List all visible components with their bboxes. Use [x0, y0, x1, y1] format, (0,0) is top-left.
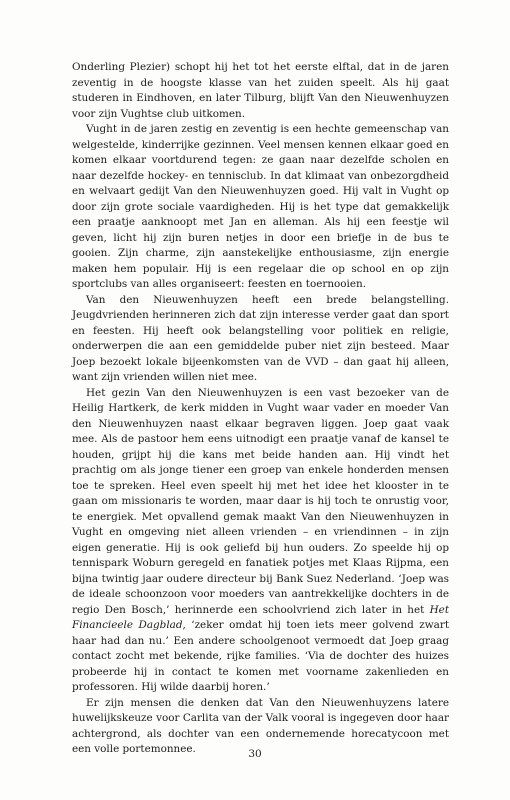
paragraph: [72, 60, 449, 122]
paragraph-text: Van den Nieuwenhuyzen heeft een brede belangstelling. Jeugdvrienden herinneren zich dat zijn interesse verder gaat dan sport en feesten. Hij heeft ook belangstelling voor politiek en religie, onderwerpen die aan een gemiddelde puber niet zijn besteed. Maar Joep bezoekt lokale bijeenkomsten van de VVD – dan gaat hij alleen, want zijn vrienden willen niet mee.: [72, 293, 449, 383]
paragraph: [72, 386, 449, 696]
paragraph-text: Vught in de jaren zestig en zeventig is een hechte gemeenschap van welgestelde, kinderrijke gezinnen. Veel mensen kennen elkaar goed en komen elkaar voortdurend tegen: ze gaan naar dezelfde scholen en naar dezelfde hockey- en tennisclub. In dat klimaat van onbezorgdheid en welvaart gedijt Van den Nieuwenhuyzen goed. Hij valt in Vught op door zijn grote sociale vaardigheden. Hij is het type dat gemakkelijk een praatje aanknoopt met Jan en alleman. Als hij een feestje wil geven, licht hij zijn buren netjes in door een briefje in de bus te gooien. Zijn charme, zijn aanstekelijke enthousiasme, zijn energie maken hem populair. Hij is een regelaar die op school en op zijn sportclubs van alles organiseert: feesten en toernooien.: [72, 123, 449, 290]
body-text: [72, 60, 449, 758]
paragraph-text: Er zijn mensen die denken dat Van den Nieuwenhuyzens latere huwelijkskeuze voor Carlita van der Valk vooral is ingegeven door haar achtergrond, als dochter van een ondernemende horecatycoon met een volle portemonnee.: [72, 696, 449, 755]
paragraph-text: Het gezin Van den Nieuwenhuyzen is een vast bezoeker van de Heilig Hartkerk, de kerk midden in Vught waar vader en moeder Van den Nieuwenhuyzen naast elkaar begraven liggen. Joep gaat vaak mee. Als de pastoor hem eens uitnodigt een praatje vanaf de kansel te houden, grijpt hij die kans met beide handen aan. Hij vindt het prachtig om als jonge tiener een groep van enkele honderden mensen toe te spreken. Heel even speelt hij met het idee het klooster in te gaan om missionaris te worden, maar daar is hij toch te onrustig voor, te energiek. Met opvallend gemak maakt Van den Nieuwenhuyzen in Vught en omgeving niet alleen vrienden – en vriendinnen – in zijn eigen generatie. Hij is ook geliefd bij hun ouders. Zo speelde hij op tennispark Woburn geregeld en fanatiek potjes met Klaas Rijpma, een bijna twintig jaar oudere directeur bij Bank Suez Nederland. ‘Joep was de ideale schoonzoon voor moeders van aantrekkelijke dochters in de regio Den Bosch,’ herinnerde een schoolvriend zich later in het: [72, 386, 449, 616]
paragraph: [72, 122, 449, 293]
paragraph-text: Onderling Plezier) schopt hij het tot het eerste elftal, dat in de jaren zeventig in de hoogste klasse van het zuiden speelt. Als hij gaat studeren in Eindhoven, en later Tilburg, blijft Van den Nieuwenhuyzen voor zijn Vughtse club uitkomen.: [72, 61, 449, 120]
paragraph-text: , ‘zeker omdat hij toen iets meer golvend zwart haar had dan nu.’ Een andere schoolgenoot vermoedt dat Joep graag contact zocht met bekende, rijke families. ‘Via de dochter des huizes probeerde hij in contact te komen met voorname zakenlieden en professoren. Hij wilde daarbij horen.’: [72, 619, 449, 693]
italic-title: Het Financieele Dagblad: [72, 603, 449, 631]
paragraph: [72, 293, 449, 386]
page-number: 30: [248, 748, 262, 760]
